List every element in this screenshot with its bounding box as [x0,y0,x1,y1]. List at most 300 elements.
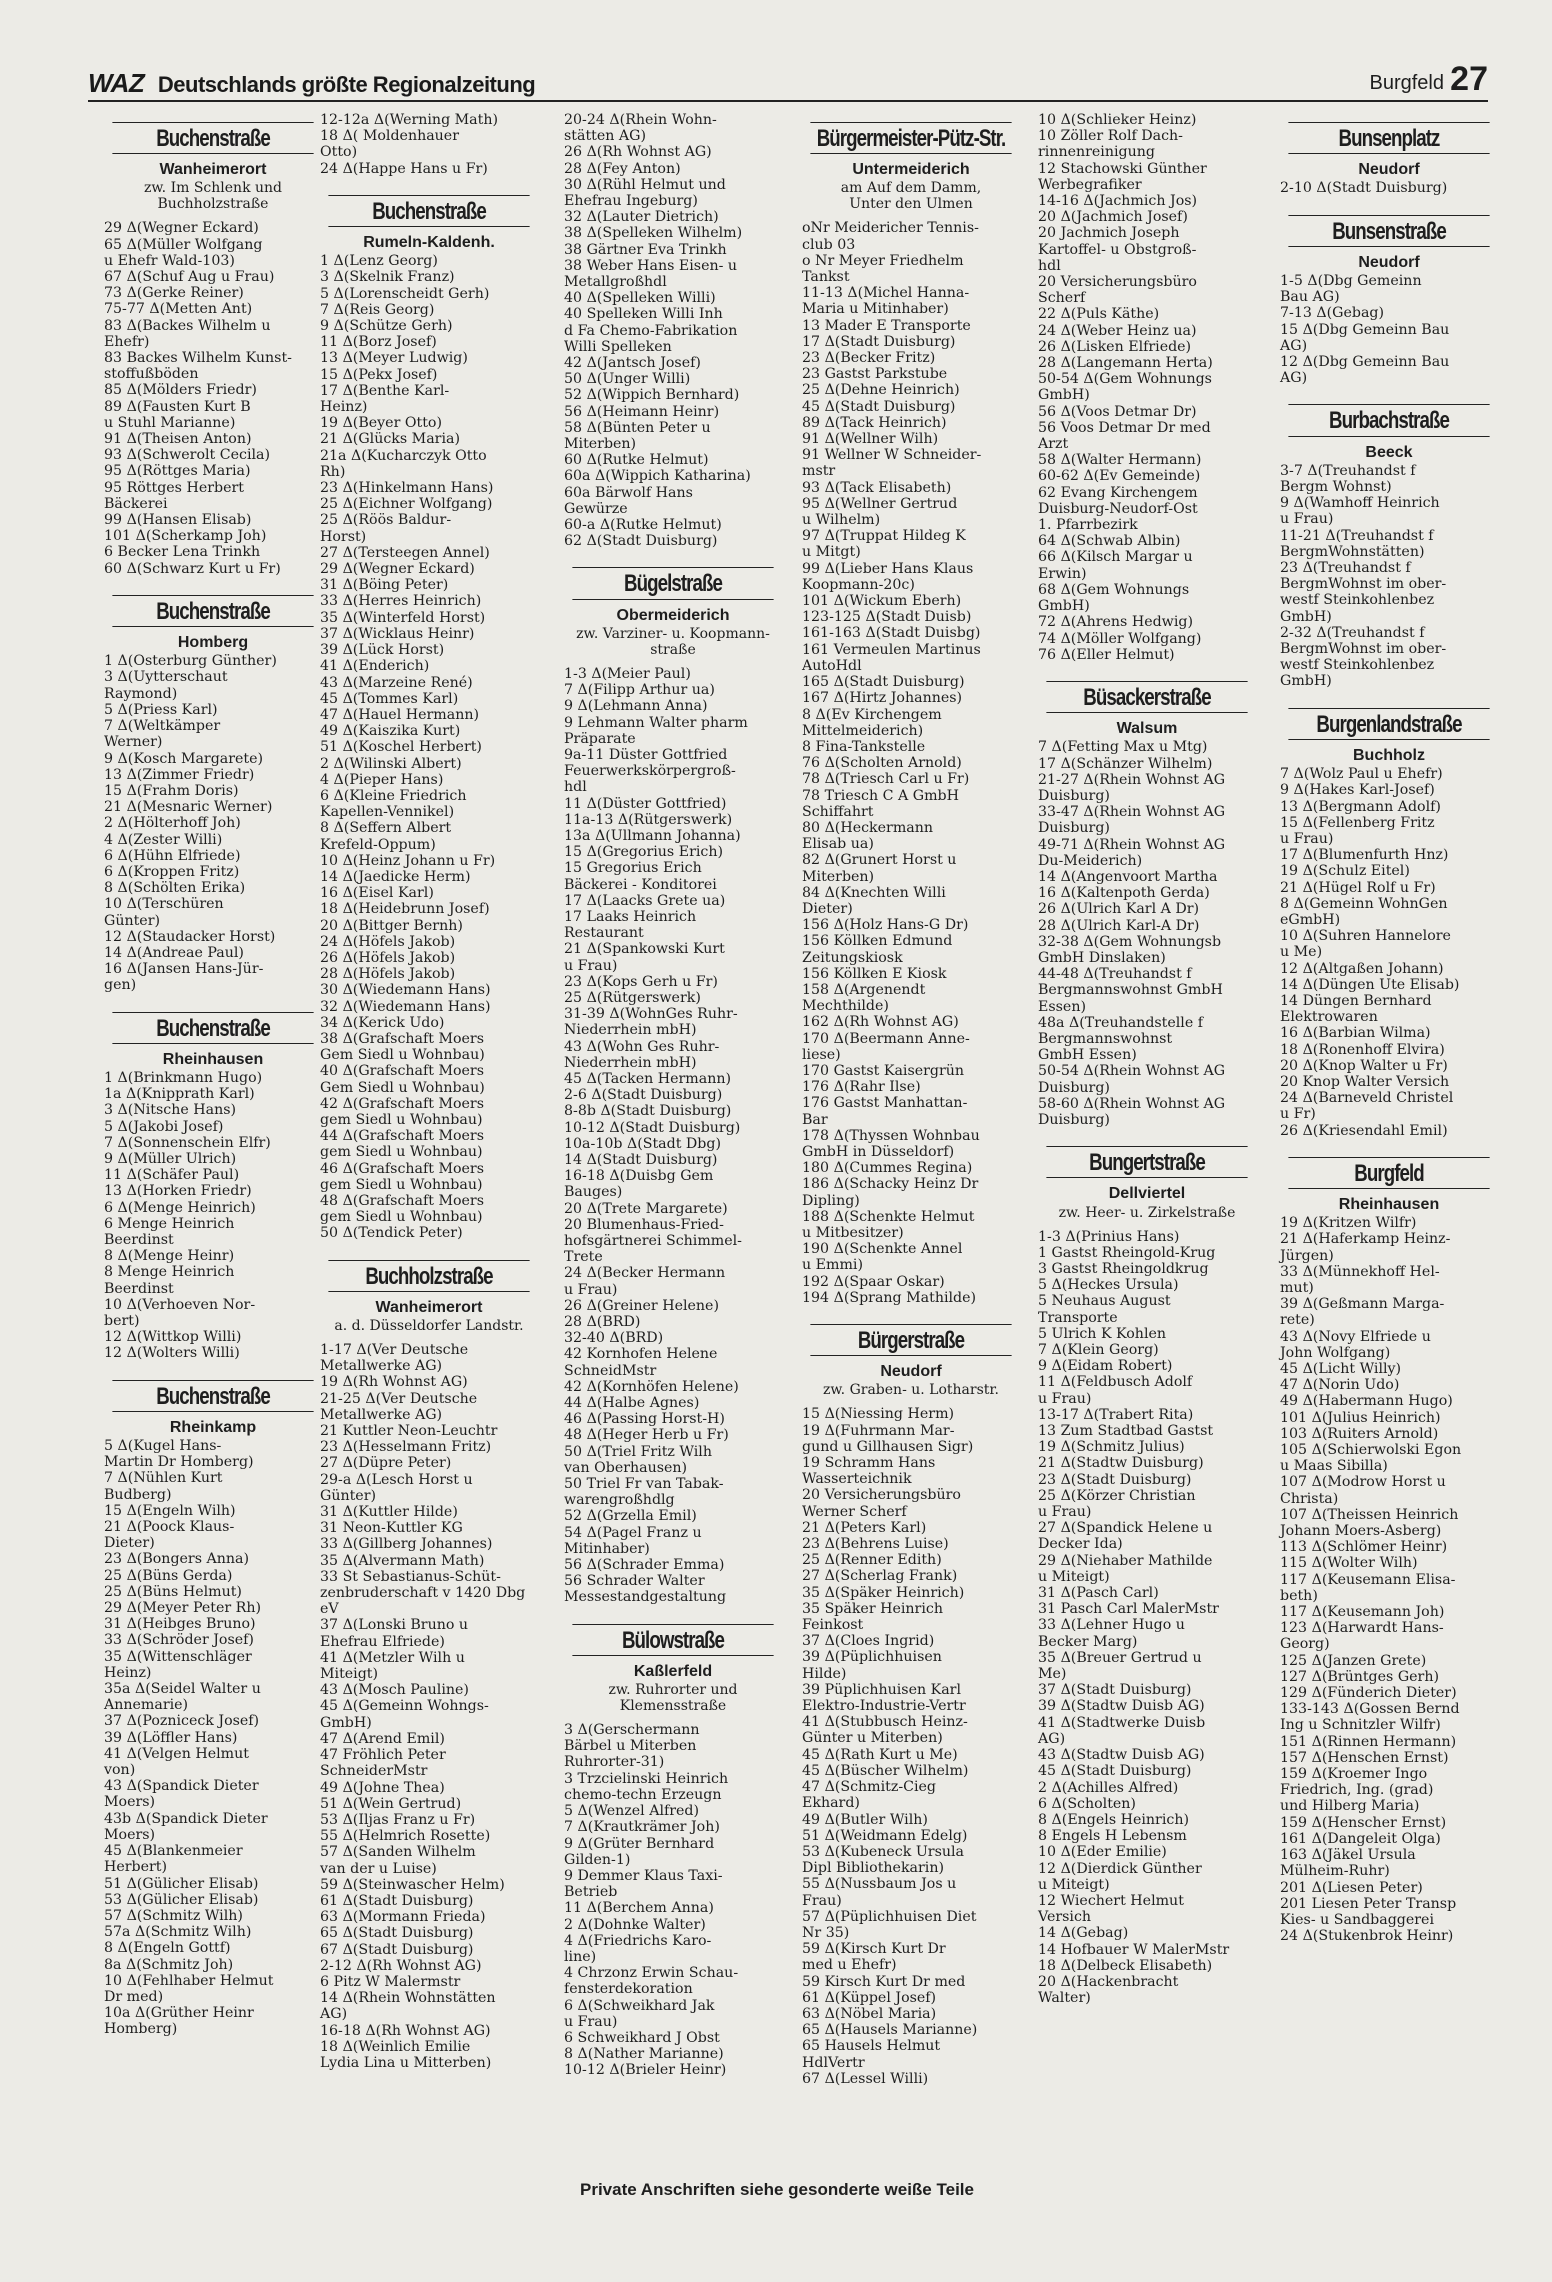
directory-entry: 101 Δ(Wickum Eberh) [802,593,962,610]
directory-entry: 50 Δ(Tendick Peter) [320,1225,463,1242]
directory-entry: 24 Δ(Höfels Jakob) [320,933,456,950]
directory-entry: 2-10 Δ(Stadt Duisburg) [1280,180,1448,197]
district-heading: Neudorf [880,1363,942,1381]
directory-entry: 82 Δ(Grunert Horst u Miterben) [802,852,957,885]
directory-entry: 57 Δ(Schmitz Wilh) [104,1907,243,1924]
directory-entry: 26 Δ(Höfels Jakob) [320,949,456,966]
directory-entry: 6 Schweikhard J Obst [564,2029,720,2046]
directory-entry: 17 Δ(Schänzer Wilhelm) [1038,755,1213,772]
directory-entry: 9 Δ(Schütze Gerh) [320,318,453,335]
directory-entry: 15 Δ(Dbg Gemeinn Bau AG) [1280,321,1450,354]
brand-tagline: Deutschlands größte Regionalzeitung [157,72,536,97]
directory-entry: 7 Δ(Klein Georg) [1038,1342,1159,1359]
directory-entry: 9 Δ(Grüter Bernhard Gilden-1) [564,1835,715,1868]
directory-entry: 7 Δ(Fetting Max u Mtg) [1038,739,1208,756]
directory-entry: 7-13 Δ(Gebag) [1280,305,1385,322]
directory-entry: 3 Δ(Nitsche Hans) [104,1102,237,1119]
directory-entry: 26 Δ(Lisken Elfriede) [1038,338,1192,355]
directory-entry: 68 Δ(Gem Wohnungs GmbH) [1038,581,1190,615]
street-title: Bürgerstraße [810,1324,1011,1356]
directory-entry: 33 St Sebastianus-Schüt- zenbruderschaft v 1420 Dbg eV [320,1568,526,1618]
street-title: Buchenstraße [328,195,529,227]
district-heading: Homberg [177,634,249,652]
directory-entry: 46 Δ(Passing Horst-H) [564,1411,725,1428]
directory-entry: 48 Δ(Grafschaft Moers gem Siedl u Wohnbau) [320,1193,484,1226]
directory-entry: 80 Δ(Heckermann Elisab ua) [802,819,934,853]
directory-entry: 18 Δ(Delbeck Elisabeth) [1038,1957,1213,1974]
directory-entry: 27 Δ(Tersteegen Annel) [320,544,490,561]
directory-entry: 188 Δ(Schenkte Helmut u Mitbesitzer) [802,1208,975,1241]
directory-entry: 40 Spelleken Willi Inh d Fa Chemo-Fabrikation Willi Spelleken [564,306,738,355]
directory-entry: 21 Δ(Haferkamp Heinz- Jürgen) [1280,1231,1451,1264]
directory-entry: 3-7 Δ(Treuhandst f Bergm Wohnst) [1280,462,1416,496]
directory-entry: 76 Δ(Scholten Arnold) [802,755,962,772]
directory-entry: 95 Δ(Röttges Maria) [104,463,251,480]
block-spacer [320,1242,538,1250]
directory-entry: 7 Δ(Filipp Arthur ua) [564,682,715,699]
directory-entry: 31 Δ(Pasch Carl) [1038,1585,1159,1602]
directory-entry: 19 Δ(Rh Wohnst AG) [320,1374,468,1391]
directory-entry: 31 Pasch Carl MalerMstr [1038,1601,1219,1618]
directory-entry: 14 Δ(Stadt Duisburg) [564,1151,718,1168]
directory-column-6 [1280,112,1498,1952]
directory-entry: 29 Δ(Wegner Eckard) [320,561,475,578]
directory-entry: 127 Δ(Brüntges Gerh) [1280,1668,1440,1685]
directory-entry: 20 Jachmich Joseph Kartoffel- u Obstgroß- hdl [1038,225,1197,274]
street-block [802,122,1020,1314]
directory-entry: 8 Δ(Nather Marianne) [564,2046,724,2063]
directory-entry: 37 Δ(Wicklaus Heinr) [320,625,475,642]
directory-entry: 45 Δ(Stadt Duisburg) [802,398,956,415]
directory-entry: 28 Δ(Ulrich Karl-A Dr) [1038,917,1200,934]
directory-entry: 50 Δ(Unger Willi) [564,371,691,388]
directory-entry: 47 Δ(Arend Emil) [320,1730,445,1747]
directory-entry: 10 Δ(Eder Emilie) [1038,1844,1167,1861]
directory-entry: 21 Δ(Poock Klaus- Dieter) [104,1519,235,1552]
directory-entry: 30 Δ(Rühl Helmut und Ehefrau Ingeburg) [564,176,726,210]
directory-entry: 20 Blumenhaus-Fried- hofsgärtnerei Schimmel- Trete [564,1216,742,1266]
directory-entry: 125 Δ(Janzen Grete) [1280,1652,1427,1669]
directory-entry: 20 Knop Walter Versich [1280,1073,1450,1090]
directory-entry: 56 Δ(Voos Detmar Dr) [1038,403,1197,420]
directory-entry: 21 Kuttler Neon-Leuchtr [320,1423,498,1440]
directory-entry: 32-40 Δ(BRD) [564,1330,664,1347]
directory-entry: 24 Δ(Stukenbrok Heinr) [1280,1928,1454,1945]
directory-entry: 35 Δ(Alvermann Math) [320,1552,485,1569]
directory-entry: 85 Δ(Mölders Friedr) [104,382,257,399]
directory-entry: 38 Δ(Grafschaft Moers Gem Siedl u Wohnbau) [320,1030,485,1064]
street-block [1038,112,1256,671]
directory-entry: 107 Δ(Theissen Heinrich Johann Moers-Asberg) [1280,1506,1459,1540]
directory-entry: 22 Δ(Puls Käthe) [1038,306,1160,323]
street-title: Burgfeld [1288,1157,1489,1189]
directory-entry: 37 Δ(Pozniceck Josef) [104,1713,260,1730]
directory-entry: 41 Δ(Stubbusch Heinz- Günter u Miterben) [802,1714,968,1747]
directory-entry: 91 Wellner W Schneider- mstr [802,447,982,480]
street-title: Bungertstraße [1046,1146,1247,1178]
directory-entry: 11a-13 Δ(Rütgerswerk) [564,811,733,828]
directory-entry: 91 Δ(Theisen Anton) [104,431,252,448]
directory-entry: 45 Δ(Büscher Wilhelm) [802,1762,969,1779]
directory-entry: 9 Demmer Klaus Taxi- Betrieb [564,1867,723,1901]
directory-entry: 178 Δ(Thyssen Wohnbau GmbH in Düsseldorf) [802,1127,980,1160]
directory-entry: 11 Δ(Schäfer Paul) [104,1167,240,1184]
directory-entry: oNr Meidericher Tennis- club 03 [802,220,979,253]
street-block [104,595,322,1002]
district-heading: Kaßlerfeld [633,1662,713,1680]
block-spacer [1280,1944,1498,1952]
directory-entry: 20 Δ(Bittger Bernh) [320,917,463,934]
directory-entry: 6 Pitz W Malermstr [320,1973,461,1990]
directory-entry: 58 Δ(Bünten Peter u Miterben) [564,419,711,453]
directory-entry: 27 Δ(Düpre Peter) [320,1455,452,1472]
directory-entry: 4 Δ(Zester Willi) [104,831,223,848]
directory-entry: 25 Δ(Büns Helmut) [104,1583,242,1600]
directory-entry: 84 Δ(Knechten Willi Dieter) [802,884,946,917]
directory-entry: 6 Menge Heinrich Beerdinst [104,1215,235,1248]
street-range-note: a. d. Düsseldorfer Landstr. [334,1318,524,1335]
directory-entry: 21 Δ(Peters Karl) [802,1519,927,1536]
directory-entry: 1 Δ(Osterburg Günther) [104,653,277,670]
street-block [1280,404,1498,697]
directory-entry: 49 Δ(Johne Thea) [320,1779,445,1796]
directory-entry: 16-18 Δ(Rh Wohnst AG) [320,2022,491,2039]
directory-entry: 60a Bärwolf Hans Gewürze [564,484,693,517]
district-heading: Obermeiderich [616,606,730,624]
street-block [104,122,322,585]
directory-entry: 16 Δ(Jansen Hans-Jür- gen) [104,961,264,994]
directory-entry: 42 Δ(Kornhöfen Helene) [564,1378,739,1395]
directory-entry: 3 Δ(Skelnik Franz) [320,269,455,286]
directory-entry: 25 Δ(Rütgerswerk) [564,989,701,1006]
directory-entry: 12 Δ(Dierdick Günther u Miteigt) [1038,1860,1202,1893]
block-spacer [564,2079,782,2087]
directory-entry: 35 Späker Heinrich Feinkost [802,1600,943,1634]
directory-entry: 47 Fröhlich Peter SchneiderMstr [320,1747,446,1780]
directory-column-1 [104,112,322,2046]
directory-entry: 156 Köllken E Kiosk [802,965,947,982]
directory-entry: 51 Δ(Koschel Herbert) [320,739,482,756]
directory-entry: 65 Δ(Hausels Marianne) [802,2022,978,2039]
street-title: Buchenstraße [112,1380,313,1412]
directory-entry: 44 Δ(Halbe Agnes) [564,1395,700,1412]
directory-entry: 31 Δ(Kuttler Hilde) [320,1504,458,1521]
directory-entry: 13 Δ(Meyer Ludwig) [320,350,468,367]
directory-entry: 15 Δ(Gregorius Erich) [564,844,724,861]
directory-entry: 192 Δ(Spaar Oskar) [802,1273,945,1290]
directory-entry: 9 Lehmann Walter pharm Präparate [564,714,748,747]
directory-entry: 5 Δ(Heckes Ursula) [1038,1277,1179,1294]
directory-entry: 66 Δ(Kilsch Margar u Erwin) [1038,549,1193,582]
directory-entry: 57 Δ(Sanden Wilhelm van der u Luise) [320,1844,476,1877]
street-range-note: am Auf dem Damm, Unter den Ulmen [840,180,982,213]
directory-entry: 50-54 Δ(Gem Wohnungs GmbH) [1038,371,1212,404]
directory-entry: 157 Δ(Henschen Ernst) [1280,1749,1449,1766]
street-title: Bügelstraße [572,567,773,599]
block-spacer [104,994,322,1002]
directory-entry: 15 Δ(Frahm Doris) [104,782,239,799]
directory-entry: 21 Δ(Hügel Rolf u Fr) [1280,879,1436,896]
directory-entry: 167 Δ(Hirtz Johannes) [802,690,963,707]
directory-entry: 45 Δ(Rath Kurt u Me) [802,1746,958,1763]
street-block [564,112,782,557]
directory-entry: 10 Δ(Verhoeven Nor- bert) [104,1296,256,1329]
directory-entry: 26 Δ(Rh Wohnst AG) [564,144,712,161]
directory-entry: 7 Δ(Reis Georg) [320,301,435,318]
directory-entry: 59 Δ(Kirsch Kurt Dr med u Ehefr) [802,1941,946,1974]
directory-entry: 76 Δ(Eller Helmut) [1038,646,1175,663]
directory-entry: 6 Δ(Scholten) [1038,1795,1136,1812]
directory-entry: 43 Δ(Stadtw Duisb AG) [1038,1747,1205,1764]
directory-entry: 20 Δ(Hackenbracht Walter) [1038,1973,1179,2007]
directory-entry: 161 Δ(Dangeleit Olga) [1280,1830,1441,1847]
directory-entry: 59 Δ(Steinwascher Helm) [320,1876,505,1893]
directory-entry: 35 Δ(Wittenschläger Heinz) [104,1648,252,1681]
directory-entry: 12 Δ(Staudacker Horst) [104,928,276,945]
directory-entry: 3 Trzcielinski Heinrich chemo-techn Erzeugn [564,1770,729,1803]
directory-entry: 6 Δ(Menge Heinrich) [104,1199,256,1216]
directory-entry: 25 Δ(Röös Baldur- Horst) [320,512,452,545]
directory-entry: 99 Δ(Hansen Elisab) [104,512,252,529]
directory-entry: 64 Δ(Schwab Albin) [1038,533,1181,550]
district-heading: Rheinhausen [162,1050,264,1068]
directory-entry: 53 Δ(Gülicher Elisab) [104,1891,259,1908]
directory-entry: 10a-10b Δ(Stadt Dbg) [564,1135,721,1152]
directory-entry: 23 Δ(Kops Gerh u Fr) [564,973,718,990]
directory-entry: 14-16 Δ(Jachmich Jos) [1038,193,1198,210]
district-heading: Wanheimerort [375,1298,483,1316]
directory-entry: 65 Δ(Müller Wolfgang u Ehefr Wald-103) [104,236,263,269]
directory-entry: 13 Mader E Transporte [802,317,971,334]
directory-entry: 176 Δ(Rahr Ilse) [802,1079,921,1096]
directory-column-4 [802,112,1020,2095]
directory-entry: 170 Δ(Beermann Anne- liese) [802,1030,970,1063]
street-block [320,112,538,185]
directory-entry: 61 Δ(Stadt Duisburg) [320,1892,474,1909]
block-spacer [1280,690,1498,698]
directory-entry: 10-12 Δ(Stadt Duisburg) [564,1119,741,1136]
directory-entry: 46 Δ(Grafschaft Moers gem Siedl u Wohnbau) [320,1160,484,1193]
directory-entry: 6 Becker Lena Trinkh [104,544,261,561]
directory-entry: 32-38 Δ(Gem Wohnungsb GmbH Dinslaken) [1038,933,1222,966]
directory-entry: 8 Δ(Schölten Erika) [104,880,246,897]
directory-entry: 5 Δ(Wenzel Alfred) [564,1803,700,1820]
directory-entry: 9 Δ(Lehmann Anna) [564,698,708,715]
directory-entry: 12 Δ(Dbg Gemeinn Bau AG) [1280,354,1450,387]
directory-entry: 73 Δ(Gerke Reiner) [104,285,244,302]
directory-entry: 1 Gastst Rheingold-Krug [1038,1244,1216,1261]
directory-entry: 2 Δ(Wilinski Albert) [320,755,462,772]
directory-entry: 57a Δ(Schmitz Wilh) [104,1924,252,1941]
directory-entry: 61 Δ(Küppel Josef) [802,1989,937,2006]
street-range-note: zw. Ruhrorter und Klemensstraße [608,1682,738,1715]
street-title: Buchenstraße [112,595,313,627]
directory-entry: 123 Δ(Harwardt Hans- Georg) [1280,1620,1444,1653]
directory-entry: 8 Δ(Engels Heinrich) [1038,1811,1189,1828]
directory-entry: 43 Δ(Novy Elfriede u John Wolfgang) [1280,1328,1431,1361]
directory-entry: 40 Δ(Spelleken Willi) [564,290,716,307]
directory-entry: 95 Röttges Herbert Bäckerei [104,479,244,512]
directory-entry: 10-12 Δ(Brieler Heinr) [564,2062,727,2079]
directory-entry: 15 Δ(Pekx Josef) [320,366,438,383]
directory-entry: 7 Δ(Nühlen Kurt Budberg) [104,1470,223,1503]
directory-entry: 49-71 Δ(Rhein Wohnst AG Du-Meiderich) [1038,836,1226,869]
directory-entry: 14 Δ(Jaedicke Herm) [320,868,471,885]
directory-entry: 5 Δ(Priess Karl) [104,701,218,718]
directory-entry: 39 Δ(Lück Horst) [320,642,445,659]
directory-entry: 93 Δ(Tack Elisabeth) [802,479,952,496]
directory-entry: 51 Δ(Gülicher Elisab) [104,1875,259,1892]
directory-entry: 176 Gastst Manhattan- Bar [802,1095,968,1128]
directory-entry: 63 Δ(Mormann Frieda) [320,1909,486,1926]
directory-entry: 20-24 Δ(Rhein Wohn- stätten AG) [564,112,717,145]
directory-entry: 10 Δ(Heinz Johann u Fr) [320,852,496,869]
directory-entry: 38 Weber Hans Eisen- u Metallgroßhdl [564,257,738,291]
directory-entry: 24 Δ(Barneveld Christel u Fr) [1280,1090,1454,1123]
directory-entry: 5 Δ(Jakobi Josef) [104,1118,224,1135]
directory-entry: 158 Δ(Argenendt Mechthilde) [802,981,926,1015]
directory-entry: 31 Neon-Kuttler KG [320,1520,463,1537]
directory-entry: 78 Triesch C A GmbH Schiffahrt [802,787,959,820]
directory-entry: 21 Δ(Mesnaric Werner) [104,799,273,816]
directory-entry: o Nr Meyer Friedhelm Tankst [802,252,964,286]
directory-entry: 35 Δ(Breuer Gertrud u Me) [1038,1649,1202,1683]
directory-column-2 [320,112,538,2079]
directory-entry: 9 Δ(Eidam Robert) [1038,1358,1173,1375]
directory-entry: 37 Δ(Stadt Duisburg) [1038,1682,1192,1699]
directory-entry: 53 Δ(Kubeneck Ursula Dipl Bibliothekarin) [802,1843,964,1877]
directory-entry: 1 Δ(Brinkmann Hugo) [104,1069,263,1086]
directory-entry: 14 Hofbauer W MalerMstr [1038,1941,1230,1958]
directory-entry: 51 Δ(Wein Gertrud) [320,1795,462,1812]
directory-entry: 18 Δ( Moldenhauer Otto) [320,128,459,161]
directory-entry: 2 Δ(Dohnke Walter) [564,1916,706,1933]
directory-entry: 12 Wiechert Helmut Versich [1038,1892,1184,1926]
directory-entry: 13-17 Δ(Trabert Rita) [1038,1406,1194,1423]
directory-entry: 47 Δ(Norin Udo) [1280,1377,1400,1394]
directory-entry: 67 Δ(Schuf Aug u Frau) [104,269,275,286]
directory-entry: 67 Δ(Stadt Duisburg) [320,1941,474,1958]
directory-entry: 13a Δ(Ullmann Johanna) [564,827,741,844]
directory-entry: 75-77 Δ(Metten Ant) [104,301,253,318]
directory-entry: 41 Δ(Stadtwerke Duisb AG) [1038,1714,1206,1747]
directory-entry: 48a Δ(Treuhandstelle f Bergmannswohnst GmbH Essen) [1038,1014,1204,1064]
street-title: Bunsenplatz [1288,122,1489,154]
directory-entry: 39 Δ(Löffler Hans) [104,1729,238,1746]
directory-entry: 10a Δ(Grüther Heinr Homberg) [104,2005,254,2038]
directory-entry: 23 Δ(Stadt Duisburg) [1038,1471,1192,1488]
directory-entry: 19 Δ(Schulz Eitel) [1280,863,1410,880]
district-heading: Neudorf [1358,161,1420,179]
directory-entry: 31 Δ(Heibges Bruno) [104,1616,256,1633]
directory-entry: 17 Δ(Stadt Duisburg) [802,333,956,350]
directory-entry: 45 Δ(Gemeinn Wohngs- GmbH) [320,1698,489,1731]
directory-entry: 67 Δ(Lessel Willi) [802,2070,929,2087]
directory-entry: 56 Voos Detmar Dr med Arzt [1038,419,1211,453]
street-range-note: zw. Im Schlenk und Buchholzstraße [143,180,282,213]
directory-entry: 17 Δ(Blumenfurth Hnz) [1280,847,1449,864]
directory-entry: 25 Δ(Eichner Wolfgang) [320,496,493,513]
directory-entry: 14 Δ(Angenvoort Martha [1038,868,1218,885]
directory-entry: 23 Δ(Treuhandst f BergmWohnst im ober- westf Steinkohlenbez GmbH) [1280,560,1447,625]
directory-entry: 117 Δ(Keusemann Joh) [1280,1604,1445,1621]
directory-entry: 25 Δ(Dehne Heinrich) [802,382,960,399]
directory-entry: 65 Hausels Helmut HdlVertr [802,2038,941,2071]
block-spacer [1280,386,1498,394]
directory-entry: 12 Δ(Wittkop Willi) [104,1329,242,1346]
block-spacer [320,177,538,185]
directory-entry: 11 Δ(Düster Gottfried) [564,795,727,812]
directory-entry: 6 Δ(Schweikhard Jak u Frau) [564,1997,715,2030]
street-title: Bülowstraße [572,1624,773,1656]
directory-entry: 129 Δ(Fünderich Dieter) [1280,1685,1457,1702]
directory-entry: 163 Δ(Jäkel Ursula Mülheim-Ruhr) [1280,1847,1416,1880]
directory-entry: 93 Δ(Schwerolt Cecila) [104,447,271,464]
directory-entry: 37 Δ(Lonski Bruno u Ehefrau Elfriede) [320,1617,469,1650]
district-heading: Untermeiderich [852,161,970,179]
directory-entry: 1-5 Δ(Dbg Gemeinn Bau AG) [1280,273,1422,306]
directory-entry: 39 Püplichhuisen Karl Elektro-Industrie-Vertr [802,1681,966,1715]
block-spacer [802,1306,1020,1314]
directory-entry: 12-12a Δ(Werning Math) [320,112,499,128]
directory-entry: 3 Gastst Rheingoldkrug [1038,1261,1209,1277]
directory-entry: 43 Δ(Marzeine René) [320,674,473,691]
directory-entry: 45 Δ(Tommes Karl) [320,690,459,707]
directory-entry: 18 Δ(Ronenhoff Elvira) [1280,1041,1445,1058]
directory-entry: 54 Δ(Pagel Franz u Mitinhaber) [564,1524,702,1557]
street-block [1280,122,1498,205]
street-block [802,1324,1020,2095]
directory-entry: 11 Δ(Borz Josef) [320,334,437,351]
directory-entry: 57 Δ(Püplichhuisen Diet Nr 35) [802,1908,977,1941]
block-spacer [1038,2006,1256,2014]
directory-entry: 161 Vermeulen Martinus AutoHdl [802,641,981,674]
directory-entry: 60a Δ(Wippich Katharina) [564,468,751,485]
directory-entry: 24 Δ(Weber Heinz ua) [1038,322,1197,339]
directory-entry: 5 Ulrich K Kohlen [1038,1325,1167,1342]
directory-entry: 14 Δ(Gebag) [1038,1925,1129,1942]
directory-entry: 2-12 Δ(Rh Wohnst AG) [320,1957,482,1974]
directory-entry: 13 Δ(Horken Friedr) [104,1183,252,1200]
directory-entry: 49 Δ(Habermann Hugo) [1280,1393,1453,1410]
street-block [104,1380,322,2046]
directory-entry: 56 Schrader Walter Messestandgestaltung [564,1573,727,1606]
directory-entry: 20 Versicherungsbüro Werner Scherf [802,1487,961,1520]
directory-entry: 25 Δ(Büns Gerda) [104,1567,233,1584]
directory-entry: 55 Δ(Helmrich Rosette) [320,1828,491,1845]
directory-entry: 2 Δ(Achilles Alfred) [1038,1779,1179,1796]
directory-entry: 8 Fina-Tankstelle [802,738,926,755]
directory-entry: 9a-11 Düster Gottfried Feuerwerkskörpergroß- hdl [564,746,736,796]
directory-entry: 14 Δ(Düngen Ute Elisab) [1280,976,1460,993]
street-title: Burgenlandstraße [1288,708,1489,740]
directory-entry: 38 Δ(Spelleken Wilhelm) [564,225,743,242]
directory-entry: 3 Δ(Gerschermann Bärbel u Miterben Ruhrorter-31) [564,1722,700,1771]
directory-entry: 6 Δ(Kleine Friedrich Kapellen-Vennikel) [320,787,467,821]
directory-entry: 8 Menge Heinrich Beerdinst [104,1264,235,1297]
directory-entry: 21 Δ(Stadtw Duisburg) [1038,1455,1204,1472]
directory-column-3 [564,112,782,2087]
directory-entry: 35 Δ(Späker Heinrich) [802,1584,965,1601]
directory-entry: 65 Δ(Stadt Duisburg) [320,1925,474,1942]
directory-entry: 24 Δ(Happe Hans u Fr) [320,160,488,177]
directory-entry: 20 Δ(Trete Margarete) [564,1200,728,1217]
directory-entry: 45 Δ(Stadt Duisburg) [1038,1763,1192,1780]
directory-entry: 156 Δ(Holz Hans-G Dr) [802,917,969,934]
block-spacer [1280,197,1498,205]
directory-entry: 83 Δ(Backes Wilhelm u Ehefr) [104,317,271,350]
directory-entry: 39 Δ(Püplichhuisen Hilde) [802,1649,942,1682]
